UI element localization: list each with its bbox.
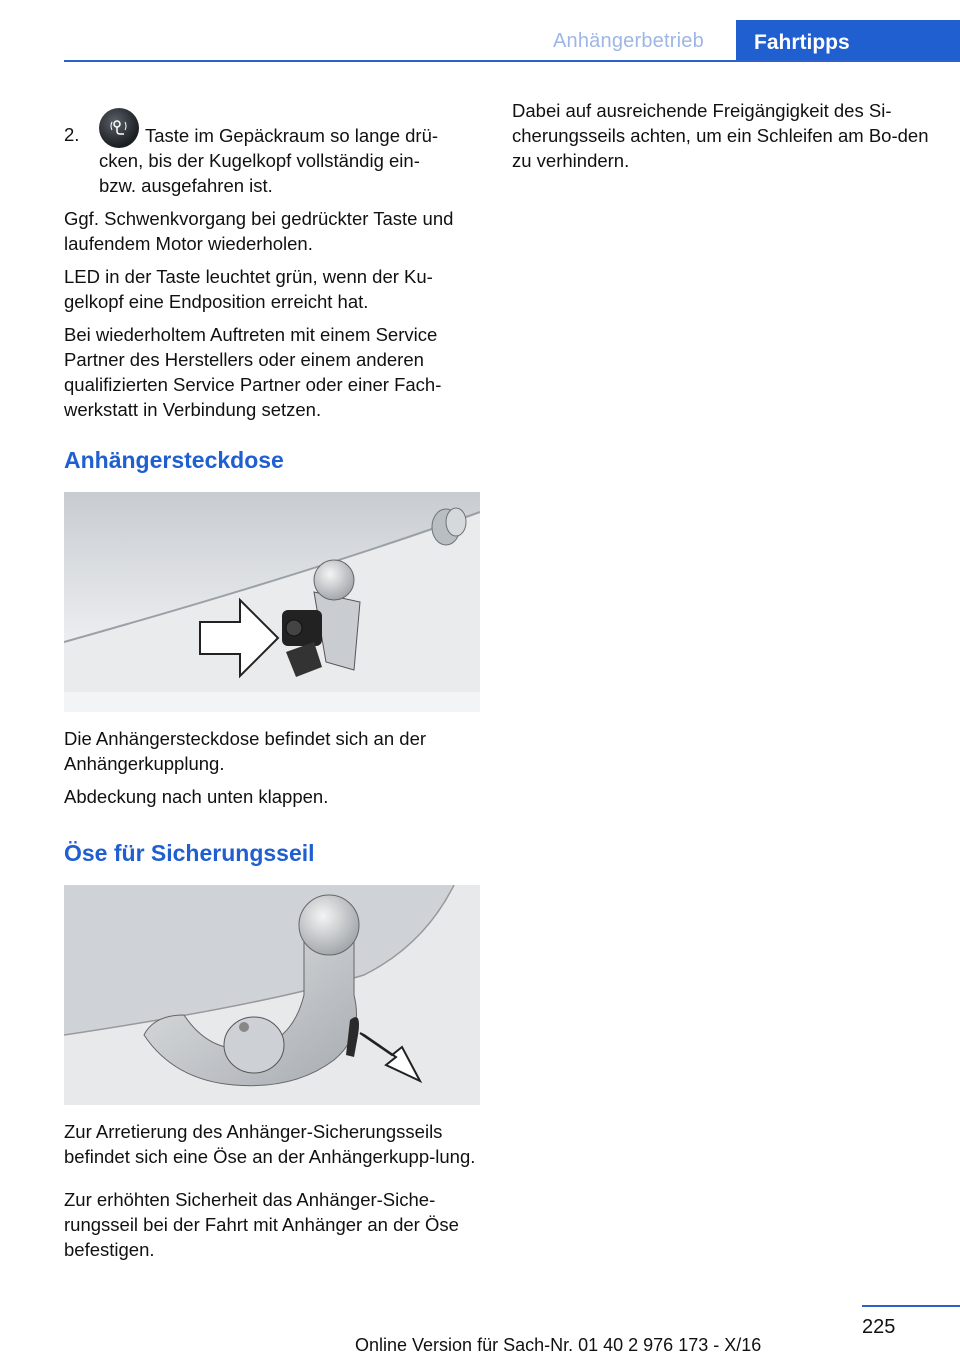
paragraph-led: LED in der Taste leuchtet grün, wenn der Ku-gelkopf eine Endposition erreicht hat. xyxy=(64,266,433,312)
header-section-title: Anhängerbetrieb xyxy=(553,30,704,52)
paragraph-repeat-swing: Ggf. Schwenkvorgang bei gedrückter Taste und laufendem Motor wiederholen. xyxy=(64,208,454,254)
page-number: 225 xyxy=(862,1316,896,1338)
paragraph-socket-location: Die Anhängersteckdose befindet sich an der Anhängerkupplung. xyxy=(64,728,427,774)
paragraph-clearance: Dabei auf ausreichende Freigängigkeit des Si-cherungsseils achten, um ein Schleifen am Bo-den zu verhindern. xyxy=(512,100,929,171)
paragraph-eye-location: Zur Arretierung des Anhänger-Sicherungsseils befindet sich eine Öse an der Anhängerkupp-lung. xyxy=(64,1121,476,1167)
step-text-line1: Taste im Gepäckraum so lange drü- xyxy=(145,125,439,146)
tow-hitch-button-icon xyxy=(99,108,139,148)
header-chapter-tab: Fahrtipps xyxy=(736,20,960,62)
header-rule xyxy=(64,60,960,62)
page-header xyxy=(0,0,960,62)
heading-trailer-socket: Anhängersteckdose xyxy=(64,447,284,473)
right-column xyxy=(512,98,932,181)
left-column xyxy=(64,98,484,1270)
paragraph-eye-fasten: Zur erhöhten Sicherheit das Anhänger-Siche-rungsseil bei der Fahrt mit Anhänger an der Öse befestigen. xyxy=(64,1189,459,1260)
step-text-line3: bzw. ausgefahren ist. xyxy=(99,175,273,196)
footer-version-text: Online Version für Sach-Nr. 01 40 2 976 173 - X/16 xyxy=(355,1335,762,1355)
step-text-line2: cken, bis der Kugelkopf vollständig ein- xyxy=(99,150,420,171)
step-number: 2. xyxy=(64,124,80,145)
heading-safety-eye: Öse für Sicherungsseil xyxy=(64,840,315,866)
paragraph-socket-cover: Abdeckung nach unten klappen. xyxy=(64,786,329,807)
step-2 xyxy=(64,98,484,198)
safety-cable-eye-illustration xyxy=(64,885,480,1105)
paragraph-service: Bei wiederholtem Auftreten mit einem Service Partner des Herstellers oder einem anderen qualifizierten Service Partner oder einer Fach-werkstatt in Verbindung setzen. xyxy=(64,324,442,420)
trailer-socket-illustration xyxy=(64,492,480,712)
footer-rule xyxy=(862,1305,960,1307)
